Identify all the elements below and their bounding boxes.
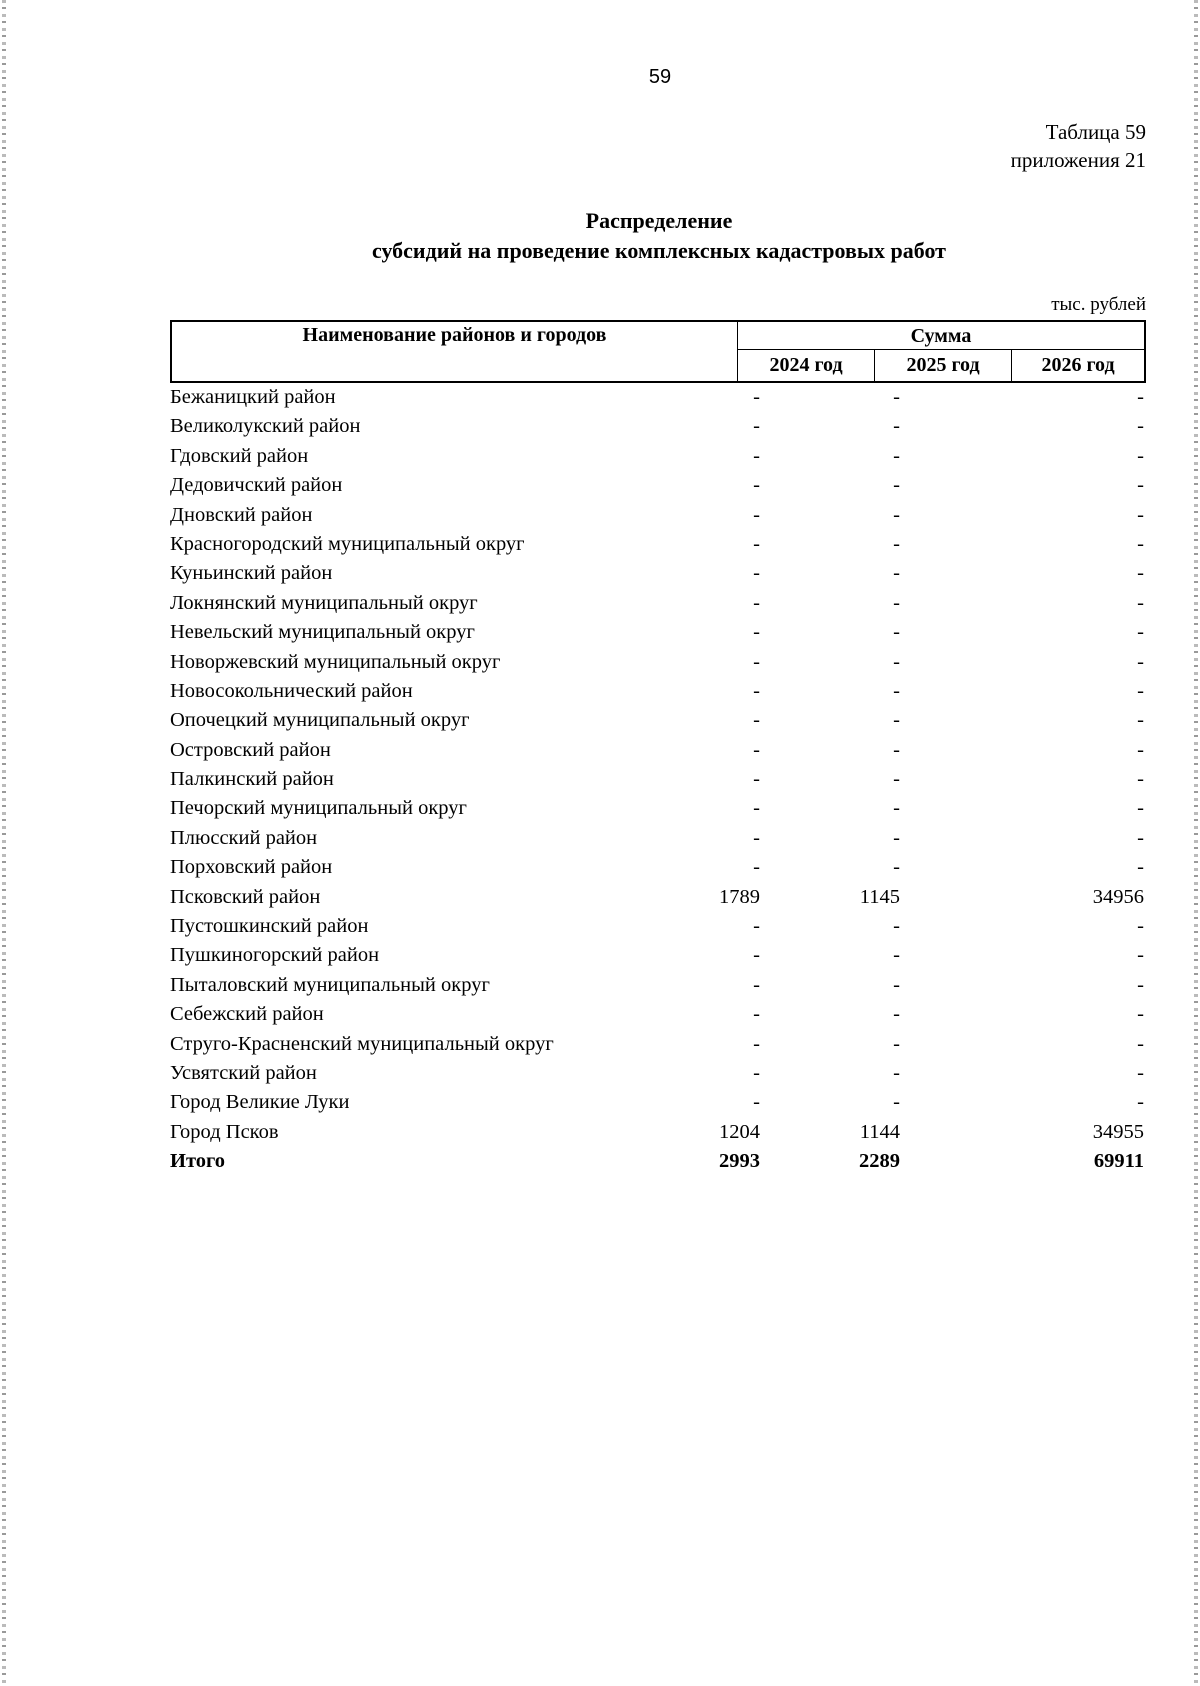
table-row [170,442,1146,471]
row-value-2026: - [1137,386,1144,408]
table-row [170,971,1146,1000]
table-row [170,471,1146,500]
row-value-2026: - [1137,738,1144,761]
table-row [170,794,1146,823]
row-name: Новоржевский муниципальный округ [170,650,501,673]
row-value-2026: - [1137,709,1144,732]
row-value-2024: - [753,826,760,849]
row-value-2026: - [1137,532,1144,555]
table-row [170,765,1146,794]
table-reference-line2: приложения 21 [1010,148,1146,172]
row-value-2024: - [753,1032,760,1055]
row-value-2026: - [1137,1032,1144,1055]
table-row [170,559,1146,588]
row-value-2025: - [893,503,900,526]
row-value-2025: 1145 [859,885,900,908]
total-row [170,1147,1146,1176]
row-value-2025: - [893,1061,900,1084]
table-reference [1011,118,1146,174]
row-value-2026: 34956 [1092,885,1144,908]
row-value-2024: - [753,444,760,467]
header-year-2024: 2024 год [738,350,875,381]
row-name: Опочецкий муниципальный округ [170,709,470,732]
row-name: Итого [170,1150,226,1173]
row-name: Порховский район [170,856,333,879]
row-name: Палкинский район [170,768,334,791]
row-value-2025: - [893,1032,900,1055]
row-value-2025: 2289 [859,1150,900,1173]
row-name: Псковский район [170,885,321,908]
scan-edge-right [1194,0,1198,1686]
row-value-2026: - [1137,679,1144,702]
document-title-line2: субсидий на проведение комплексных кадастровых работ [371,238,946,263]
table-body [170,383,1146,1177]
row-value-2024: - [753,591,760,614]
row-value-2026: - [1137,650,1144,673]
table-header [170,320,1146,383]
row-value-2024: - [753,973,760,996]
row-name: Локнянский муниципальный округ [170,591,478,614]
row-value-2024: 1204 [719,1120,760,1143]
row-value-2025: - [893,532,900,555]
table-row [170,618,1146,647]
row-value-2024: - [753,856,760,879]
row-name: Гдовский район [170,444,309,467]
row-name: Себежский район [170,1003,324,1026]
row-name: Новосокольнический район [170,679,413,702]
row-value-2024: - [753,415,760,438]
row-value-2025: - [893,621,900,644]
row-value-2025: - [893,709,900,732]
row-value-2024: - [753,532,760,555]
table-row [170,589,1146,618]
row-value-2025: - [893,474,900,497]
table-row [170,648,1146,677]
row-value-2026: - [1137,503,1144,526]
row-value-2026: - [1137,591,1144,614]
table-row [170,1059,1146,1088]
row-value-2025: - [893,915,900,938]
row-value-2024: 1789 [719,885,760,908]
row-name: Струго-Красненский муниципальный округ [170,1032,554,1055]
row-value-2024: - [753,944,760,967]
table-row [170,736,1146,765]
row-value-2024: 2993 [719,1150,760,1173]
row-value-2024: - [753,621,760,644]
row-value-2026: - [1137,797,1144,820]
row-value-2025: 1144 [859,1120,900,1143]
document-title [170,206,1148,266]
row-value-2025: - [893,1003,900,1026]
row-value-2025: - [893,768,900,791]
row-value-2026: - [1137,826,1144,849]
row-value-2026: - [1137,856,1144,879]
row-name: Невельский муниципальный округ [170,621,475,644]
table-row [170,677,1146,706]
table-row [170,824,1146,853]
row-value-2026: - [1137,621,1144,644]
row-name: Печорский муниципальный округ [170,797,467,820]
row-value-2024: - [753,1061,760,1084]
row-value-2025: - [893,415,900,438]
table-row [170,412,1146,441]
row-name: Усвятский район [170,1061,317,1084]
scan-edge-left [2,0,6,1686]
row-name: Красногородский муниципальный округ [170,532,525,555]
row-value-2026: - [1137,1003,1144,1026]
header-name-column: Наименование районов и городов [172,322,738,381]
units-label: тыс. рублей [1051,294,1146,315]
row-name: Бежаницкий район [170,386,336,408]
row-value-2026: - [1137,444,1144,467]
row-value-2024: - [753,503,760,526]
table-row [170,383,1146,412]
header-year-2025: 2025 год [875,350,1012,381]
row-value-2026: 34955 [1092,1120,1144,1143]
row-name: Плюсский район [170,826,318,849]
header-year-2026: 2026 год [1041,354,1115,376]
row-value-2024: - [753,562,760,585]
row-value-2025: - [893,944,900,967]
row-name: Пыталовский муниципальный округ [170,973,490,996]
row-value-2024: - [753,768,760,791]
row-value-2025: - [893,856,900,879]
row-value-2024: - [753,1003,760,1026]
row-name: Пустошкинский район [170,915,369,938]
row-value-2025: - [893,650,900,673]
table-row [170,530,1146,559]
table-row [170,706,1146,735]
row-value-2024: - [753,679,760,702]
row-name: Город Псков [170,1120,279,1143]
row-value-2025: - [893,1091,900,1114]
row-name: Островский район [170,738,331,761]
row-value-2025: - [893,679,900,702]
row-name: Дновский район [170,503,313,526]
row-value-2026: - [1137,415,1144,438]
row-value-2024: - [753,797,760,820]
table-row [170,883,1146,912]
page-number: 59 [648,66,672,88]
row-value-2025: - [893,973,900,996]
row-value-2024: - [753,1091,760,1114]
row-value-2025: - [893,562,900,585]
document-title-line1: Распределение [585,208,733,233]
row-name: Куньинский район [170,562,333,585]
row-value-2026: - [1137,1061,1144,1084]
row-value-2025: - [893,797,900,820]
row-value-2025: - [893,444,900,467]
table-row [170,941,1146,970]
table-row [170,501,1146,530]
row-value-2025: - [893,738,900,761]
row-value-2025: - [893,826,900,849]
row-value-2026: - [1137,973,1144,996]
table-row [170,1088,1146,1117]
row-name: Великолукский район [170,415,361,438]
table-row [170,853,1146,882]
row-value-2024: - [753,738,760,761]
row-value-2024: - [753,709,760,732]
header-sum-label: Сумма [738,322,1144,350]
row-value-2024: - [753,650,760,673]
table-reference-line1: Таблица 59 [1045,120,1146,144]
row-value-2026: - [1137,474,1144,497]
table-row [170,1000,1146,1029]
row-value-2026: - [1137,768,1144,791]
row-value-2024: - [753,915,760,938]
row-value-2024: - [753,386,760,408]
table-row [170,1118,1146,1147]
row-value-2024: - [753,474,760,497]
row-name: Дедовичский район [170,474,343,497]
row-value-2025: - [893,591,900,614]
row-value-2026: - [1137,562,1144,585]
row-name: Город Великие Луки [170,1091,350,1114]
row-value-2026: - [1137,944,1144,967]
row-value-2026: - [1137,1091,1144,1114]
row-name: Пушкиногорский район [170,944,380,967]
row-value-2026: - [1137,915,1144,938]
row-value-2026: 69911 [1093,1150,1144,1173]
row-value-2025: - [893,386,900,408]
table-row [170,912,1146,941]
table-row [170,1030,1146,1059]
